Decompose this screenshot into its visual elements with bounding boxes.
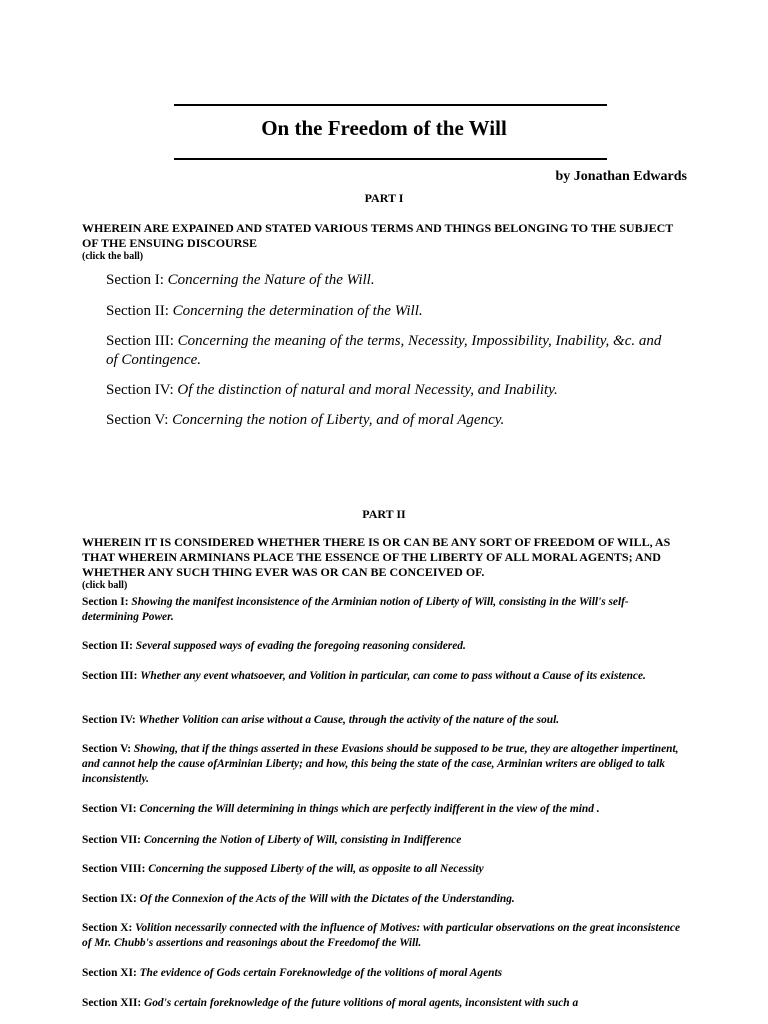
- section-link[interactable]: Showing, that if the things asserted in these Evasions should be supposed to be true, they are altogether impertinent, and cannot help the cause ofArminian Liberty; and how, this being the state of the case, Arminian writers are obliged to talk inconsistently.: [82, 743, 679, 785]
- part2-section-6[interactable]: [82, 802, 682, 817]
- part1-click-note: (click the ball): [82, 251, 144, 262]
- section-link[interactable]: Of the Connexion of the Acts of the Will with the Dictates of the Understanding.: [139, 893, 515, 905]
- part1-section-4[interactable]: [106, 381, 666, 400]
- section-label: Section II:: [82, 640, 136, 652]
- part2-section-7[interactable]: [82, 833, 682, 848]
- part2-description: [82, 535, 682, 592]
- section-label: Section XI:: [82, 967, 140, 979]
- section-label: Section VIII:: [82, 863, 149, 875]
- section-link[interactable]: Concerning the determination of the Will.: [172, 303, 423, 319]
- part2-section-2[interactable]: [82, 639, 682, 654]
- section-link[interactable]: Showing the manifest inconsistence of the Arminian notion of Liberty of Will, consisting in the Will's self-determining Power.: [82, 596, 629, 623]
- part2-heading: PART II: [362, 507, 406, 521]
- section-link[interactable]: Volition necessarily connected with the influence of Motives: with particular observations on the great inconsistence of Mr. Chubb's assertions and reasonings about the Freedomof the Will.: [82, 922, 681, 949]
- section-link[interactable]: Whether any event whatsoever, and Volition in particular, can come to pass without a Cause of its existence.: [140, 670, 646, 682]
- part2-section-12[interactable]: [82, 996, 682, 1011]
- section-label: Section X:: [82, 922, 136, 934]
- section-link[interactable]: Concerning the meaning of the terms, Necessity, Impossibility, Inability, &c. and of Contingence.: [106, 333, 662, 368]
- section-label: Section II:: [106, 303, 173, 319]
- section-link[interactable]: Concerning the Nature of the Will.: [167, 272, 375, 288]
- part2-section-5[interactable]: [82, 742, 682, 787]
- part1-section-3[interactable]: [106, 332, 666, 370]
- section-link[interactable]: Concerning the notion of Liberty, and of moral Agency.: [172, 412, 505, 428]
- section-link[interactable]: God's certain foreknowledge of the future volitions of moral agents, inconsistent with such a: [144, 997, 579, 1009]
- section-label: Section I:: [82, 596, 132, 608]
- part2-section-4[interactable]: [82, 713, 682, 728]
- section-link[interactable]: Concerning the Notion of Liberty of Will, consisting in Indifference: [143, 834, 462, 846]
- part2-section-1[interactable]: [82, 595, 682, 625]
- title-top-rule: [174, 104, 607, 106]
- section-link[interactable]: Several supposed ways of evading the foregoing reasoning considered.: [135, 640, 466, 652]
- part2-section-10[interactable]: [82, 921, 682, 951]
- section-link[interactable]: Of the distinction of natural and moral Necessity, and Inability.: [177, 382, 558, 398]
- part2-click-note: (click ball): [82, 580, 128, 591]
- part1-section-1[interactable]: [106, 271, 666, 290]
- part1-description-text: WHEREIN ARE EXPAINED AND STATED VARIOUS TERMS AND THINGS BELONGING TO THE SUBJECT OF THE ENSUING DISCOURSE: [82, 221, 674, 250]
- part1-description: [82, 221, 682, 263]
- part2-description-text: WHEREIN IT IS CONSIDERED WHETHER THERE IS OR CAN BE ANY SORT OF FREEDOM OF WILL, AS THAT WHEREIN ARMINIANS PLACE THE ESSENCE OF THE LIBERTY OF ALL MORAL AGENTS; AND WHETHER ANY SUCH THING EVER WAS OR CAN BE CONCEIVED OF.: [82, 535, 671, 579]
- section-label: Section V:: [82, 743, 134, 755]
- section-link[interactable]: The evidence of Gods certain Foreknowledge of the volitions of moral Agents: [139, 967, 503, 979]
- author-byline: by Jonathan Edwards: [555, 169, 687, 184]
- section-label: Section IV:: [106, 382, 178, 398]
- part2-section-8[interactable]: [82, 862, 682, 877]
- section-label: Section XII:: [82, 997, 145, 1009]
- title-bottom-rule: [174, 158, 607, 160]
- section-link[interactable]: Concerning the Will determining in things which are perfectly indifferent in the view of the mind .: [139, 803, 600, 815]
- section-label: Section I:: [106, 272, 168, 288]
- part2-section-3[interactable]: [82, 669, 682, 684]
- part1-section-2[interactable]: [106, 302, 666, 321]
- section-label: Section V:: [106, 412, 173, 428]
- part2-section-9[interactable]: [82, 892, 682, 907]
- section-label: Section IX:: [82, 893, 140, 905]
- section-label: Section VII:: [82, 834, 144, 846]
- page-title: On the Freedom of the Will: [261, 116, 507, 140]
- section-label: Section III:: [106, 333, 178, 349]
- section-link[interactable]: Whether Volition can arise without a Cause, through the activity of the nature of the soul.: [138, 714, 560, 726]
- part2-section-11[interactable]: [82, 966, 682, 981]
- section-label: Section VI:: [82, 803, 140, 815]
- part1-heading: PART I: [364, 191, 404, 205]
- section-label: Section IV:: [82, 714, 139, 726]
- part1-section-5[interactable]: [106, 411, 666, 430]
- section-link[interactable]: Concerning the supposed Liberty of the will, as opposite to all Necessity: [148, 863, 484, 875]
- section-label: Section III:: [82, 670, 141, 682]
